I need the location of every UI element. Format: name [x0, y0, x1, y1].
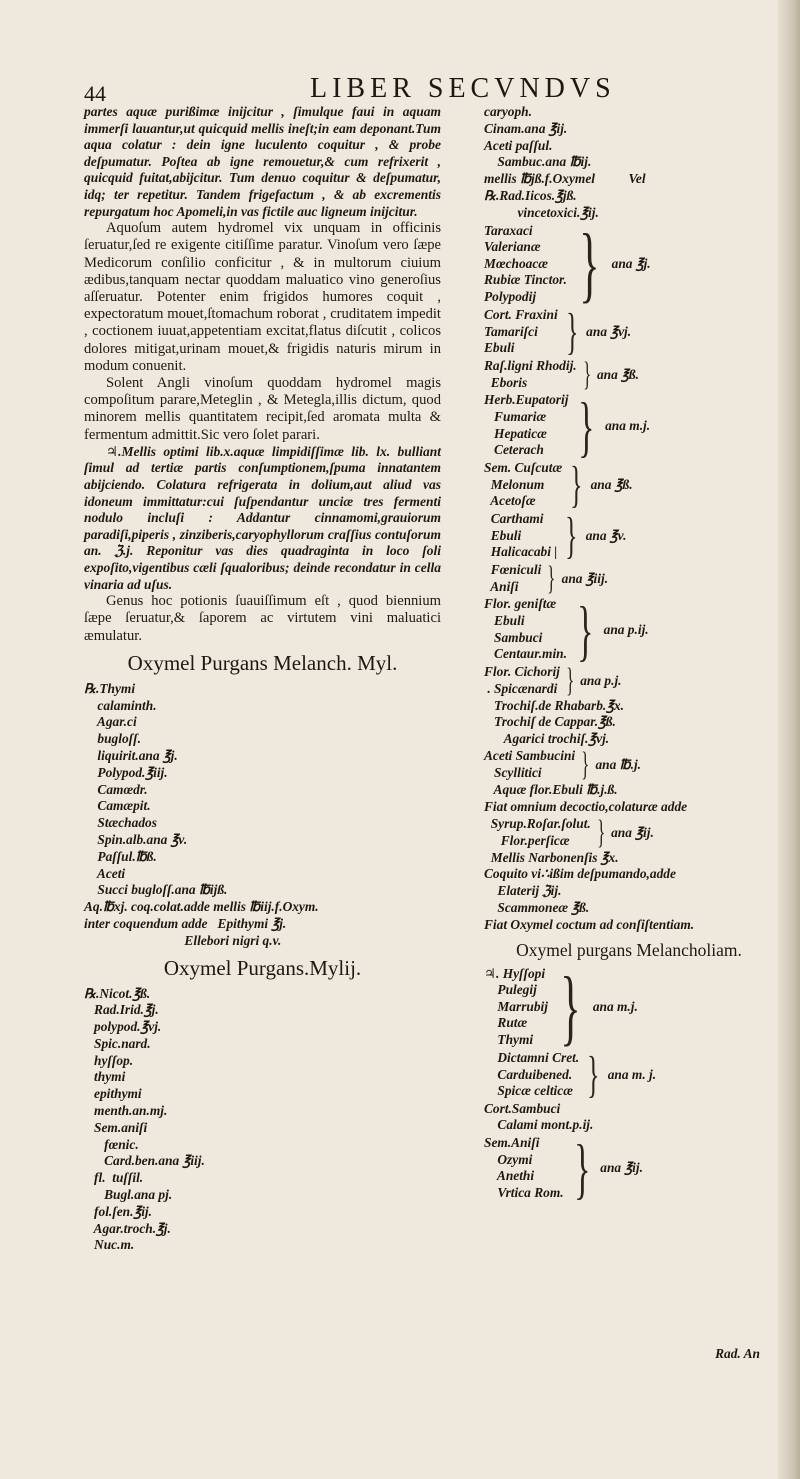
ana-quantity: ana ℥ij. [611, 824, 654, 840]
ingredient: Raſ.ligni Rhodij. [484, 357, 577, 373]
ingredient: Taraxaci [484, 222, 533, 238]
ingredient-group [484, 387, 774, 464]
brace-icon: } [565, 303, 579, 360]
recipe-line: Cinam.ana ℥ij. [484, 120, 568, 136]
running-head: LIBER SECVNDVS [310, 73, 616, 104]
brace-icon: } [570, 456, 583, 513]
ingredient: Scyllitici [484, 764, 542, 780]
recipe-1 [84, 681, 441, 950]
recipe-line: fœnic. [84, 1136, 139, 1152]
section-title-3: Oxymel purgans Melancholiam. [516, 939, 742, 960]
ingredient: Ebuli [484, 527, 522, 543]
paragraph-5: Genus hoc potionis ſuauiſſimum eſt , quod biennium ſæpe ſeruatur,& ſaporem ac virtutem vini maluatici æmulatur. [84, 593, 441, 644]
ingredient: Sambuci [484, 629, 543, 645]
ingredient-group [484, 959, 774, 1054]
ingredient: Pulegij [484, 982, 537, 998]
recipe-line: Trochiſ.de Rhabarb.℥x. [484, 697, 625, 713]
ingredient: Ebuli [484, 612, 525, 628]
recipe-line: Camæpit. [84, 798, 151, 814]
ana-quantity: ana p.ij. [603, 621, 649, 637]
left-column [84, 104, 441, 1254]
paragraph-4: ♃.Mellis optimi lib.x.aquæ limpidiſſimæ lib. lx. bulliant ſimul ad tertiæ partis conſumptionem,ſpuma innatantem abijciendo. Colatura refrigerata in dolium,aut aliud vas idoneum immittatur:cui ſuſpendantur unciæ tres fermenti nodulo incluſi : Addantur cinnamomi,grauiorum paradiſi,piperis , zinziberis,caryophyllorum craſſius contuſorum an. ℨ.j. Reponitur vas dies quadraginta in loco ſoli expoſito,vigentibus cæli ſqualoribus; deinde recondatur in cella vinaria ad uſus. [84, 443, 441, 592]
ingredient-list [484, 664, 560, 697]
ana-quantity: ana ℥ß. [590, 477, 633, 493]
ana-quantity: ana ℥v. [585, 528, 627, 544]
ingredient: Acetoſæ [484, 493, 536, 509]
brace-icon: } [565, 661, 575, 699]
ingredient-list [484, 1135, 564, 1201]
ana-quantity: ana p.j. [580, 672, 622, 688]
recipe-line: Ellebori nigri q.v. [84, 932, 282, 948]
ingredient: . Spicænardi [484, 680, 558, 696]
brace-icon: } [596, 813, 606, 851]
ana-quantity: ana m.j. [605, 417, 651, 433]
brace-icon: } [547, 559, 556, 597]
ingredient: Aceti Sambucini [484, 748, 576, 764]
recipe-line: Aceti paſſul. [484, 137, 553, 153]
recipe-line: Agar.ci [84, 714, 137, 730]
ingredient-list [484, 748, 575, 781]
recipe-line: Coquito vi∴ißim deſpumando,adde [484, 866, 676, 882]
recipe-line: thymi [84, 1069, 126, 1085]
ingredient-list [484, 966, 548, 1049]
section-title-2: Oxymel Purgans.Mylij. [163, 955, 362, 980]
ingredient: Carthami [484, 511, 544, 527]
ingredient-list [484, 816, 591, 849]
recipe-line: menth.an.mj. [84, 1103, 168, 1119]
ingredient-list [484, 358, 577, 391]
brace-icon: } [587, 1046, 600, 1103]
recipe-line: Nuc.m. [84, 1237, 135, 1253]
ingredient-list [484, 460, 562, 510]
recipe-line: Mellis Narbonenſis ℥x. [484, 849, 619, 865]
ana-quantity: ana ℥iij. [561, 570, 609, 586]
ingredient: Flor. Cichorij [484, 663, 560, 679]
right-column [484, 104, 774, 1207]
ingredient-group [484, 303, 774, 360]
ingredient: Ebuli [484, 340, 515, 356]
ingredient-list [484, 596, 567, 662]
recipe-line: Trochiſ de Cappar.℥ß. [484, 714, 616, 730]
ingredient: Syrup.Roſar.ſolut. [484, 815, 591, 831]
recipe-line: Fiat Oxymel coctum ad conſiſtentiam. [484, 916, 695, 932]
recipe-line: Paſſul.℔ß. [84, 848, 157, 864]
ingredient: Marrubij [484, 998, 548, 1014]
ingredient: Sem.Aniſi [484, 1134, 540, 1150]
recipe-line: Fiat omnium decoctio,colaturæ adde [484, 798, 688, 814]
ingredient: Thymi [484, 1031, 534, 1047]
ingredient: Spicæ celticæ [484, 1083, 573, 1099]
ingredient: Carduibened. [484, 1066, 573, 1082]
ingredient: Anethi [484, 1168, 535, 1184]
brace-icon: } [565, 507, 578, 564]
recipe-line: inter coquendum adde Epithymi ℥j. [84, 915, 287, 931]
brace-icon: } [578, 387, 595, 464]
recipe-line: Sem.aniſi [84, 1119, 148, 1135]
ana-quantity: ana m.j. [592, 999, 638, 1015]
ana-quantity: ana ℥j. [611, 256, 651, 272]
recipe-line: Succi bugloſſ.ana ℔ijß. [84, 882, 228, 898]
ingredient-list [484, 1050, 579, 1100]
ana-quantity: ana ℥ij. [600, 1160, 643, 1176]
recipe-line: Aquæ flor.Ebuli ℔.j.ß. [484, 781, 618, 797]
ingredient-group [484, 559, 774, 597]
recipe-line: caryoph. [484, 104, 532, 119]
ingredient-group [484, 813, 774, 851]
ingredient: Ozymi [484, 1151, 533, 1167]
ingredient: Centaur.min. [484, 646, 567, 662]
page-header [84, 73, 684, 107]
ingredient: Cort. Fraxini [484, 307, 558, 323]
ingredient-group [484, 216, 774, 311]
ana-quantity: ana m. j. [607, 1067, 657, 1083]
ingredient: Valerianæ [484, 239, 541, 255]
page-edge [778, 0, 800, 1479]
recipe-line: Polypod.℥iij. [84, 764, 168, 780]
recipe-line: vincetoxici.℥ij. [484, 204, 599, 220]
recipe-line: Agarici trochiſ.℥vj. [484, 731, 610, 747]
recipe-line: Bugl.ana pj. [84, 1187, 173, 1203]
recipe-line: Spin.alb.ana ℥v. [84, 831, 188, 847]
ingredient-group [484, 456, 774, 513]
recipe-line: fl. tuſſil. [84, 1170, 144, 1186]
ingredient-group [484, 1046, 774, 1103]
ingredient-list [484, 562, 541, 595]
recipe-line: mellis ℔jß.f.Oxymel Vel [484, 171, 646, 187]
brace-icon: } [581, 745, 590, 783]
recipe-line: Cort.Sambuci [484, 1100, 561, 1116]
page-number: 44 [84, 81, 106, 106]
ana-quantity: ana ℥ß. [596, 366, 639, 382]
ingredient-group [484, 1130, 774, 1207]
ingredient-list [484, 223, 567, 306]
ingredient: Rutæ [484, 1015, 528, 1031]
ingredient: Tamariſci [484, 323, 538, 339]
ingredient: Dictamni Cret. [484, 1050, 580, 1066]
paragraph-1: partes aquæ purißimæ inijcitur , ſimulque faui in aquam immerſi lauantur,ut quicquid mellis ineſt;in eam deponant.Tum aqua colatur : dein igne luculento coquitur , & probe deſpumatur. Poſtea ab igne remouetur,& cum refrixerit , quicquid fuitat,abijcitur. Tum denuo coquitur & deſpumatur, idq; ter repetitur. Tandem frigefactum , & ab excrementis repurgatum hoc Apomeli,in vas fictile auc ligneum inijcitur. [84, 104, 441, 219]
recipe-line: Scammoneæ ℥ß. [484, 899, 590, 915]
ingredient: Flor.perſicæ [484, 832, 570, 848]
recipe-line: ℞.Nicot.℥ß. [84, 985, 151, 1001]
recipe-line: Rad.Irid.℥j. [84, 1002, 159, 1018]
ana-quantity: ana ℥vj. [586, 324, 632, 340]
ingredient-group [484, 507, 774, 564]
recipe-line: Agar.troch.℥j. [84, 1220, 171, 1236]
recipe-line: ℞.Rad.Iicos.℥jß. [484, 187, 577, 203]
recipe-line: Stæchados [84, 815, 157, 831]
recipe-2 [84, 986, 441, 1255]
recipe-line: ℞.Thymi [84, 680, 136, 696]
paragraph-2: Aquoſum autem hydromel vix unquam in officinis ſeruatur,ſed re exigente citiſſime paratur. Vinoſum vero ſæpe Medicorum conſilio conficitur , & in multorum ciuium ædibus,tanquam nectar quoddam maluatico vino generoſius aſſeruatur. Potenter enim frigidos humores coquit , expectoratum mouet,ſtomachum roborat , cruditatem impedit , coctionem iuuat,appetentiam excitat,flatus diſcutit , colicos dolores mitigat,urinam mouet,& frigidis naturis mirum in modum conuenit. [84, 220, 441, 374]
recipe-line: Spic.nard. [84, 1035, 151, 1051]
recipe-line: Sambuc.ana ℔ij. [484, 154, 592, 170]
ingredient: Flor. geniſtæ [484, 596, 557, 612]
ingredient: Herb.Eupatorij [484, 392, 569, 408]
ana-quantity: ana ℔.j. [595, 756, 642, 772]
brace-icon: } [560, 959, 581, 1054]
ingredient: ♃. Hyſſopi [484, 965, 546, 981]
ingredient: Fumariæ [484, 408, 547, 424]
recipe-line: polypod.℥vj. [84, 1019, 162, 1035]
ingredient: Mœchoacæ [484, 255, 548, 271]
ingredient-group [484, 661, 774, 699]
ingredient: Polypodij [484, 288, 537, 304]
ingredient: Halicacabi | [484, 544, 558, 560]
recipe-line: hyſſop. [84, 1052, 134, 1068]
brace-icon: } [579, 216, 600, 311]
recipe-line: epithymi [84, 1086, 142, 1102]
recipe-line: liquirit.ana ℥j. [84, 747, 178, 763]
recipe-line: calaminth. [84, 697, 157, 713]
recipe-line: Aq.℔xj. coq.colat.adde mellis ℔iij.f.Oxym. [84, 899, 319, 915]
ingredient-list [484, 392, 568, 458]
ingredient: Aniſi [484, 578, 519, 594]
ingredient-list [484, 307, 558, 357]
brace-icon: } [573, 1130, 591, 1207]
recipe-line: fol.ſen.℥ij. [84, 1203, 152, 1219]
ingredient-group [484, 355, 774, 393]
brace-icon: } [582, 355, 591, 393]
ingredient: Eboris [484, 374, 528, 390]
ingredient: Rubiæ Tinctor. [484, 272, 567, 288]
recipe-line: Calami mont.p.ij. [484, 1117, 594, 1133]
ingredient: Sem. Cuſcutæ [484, 460, 563, 476]
ingredient: Ceterach [484, 442, 544, 458]
section-title-1: Oxymel Purgans Melanch. Myl. [127, 650, 398, 675]
ingredient: Hepaticæ [484, 425, 547, 441]
ingredient-group [484, 591, 774, 668]
recipe-line: bugloſſ. [84, 731, 141, 747]
ingredient-group [484, 745, 774, 783]
recipe-line: Elaterij ℨij. [484, 883, 562, 899]
paragraph-3: Solent Angli vinoſum quoddam hydromel magis compoſitum parare,Meteglin , & Metegla,illis dictum, quod minorem mellis quantitatem recipit,ſed aromata multa & fermentum admittit.Sic vero ſolet parari. [84, 374, 441, 443]
ingredient: Melonum [484, 476, 545, 492]
ingredient-list [484, 511, 557, 561]
brace-icon: } [577, 591, 594, 668]
catchword: Rad. An [715, 1346, 760, 1361]
recipe-line: Camœdr. [84, 781, 148, 797]
recipe-line: Aceti [84, 865, 126, 881]
ingredient: Vrtica Rom. [484, 1184, 564, 1200]
recipe-line: Card.ben.ana ℥iij. [84, 1153, 205, 1169]
ingredient: Fœniculi [484, 561, 542, 577]
